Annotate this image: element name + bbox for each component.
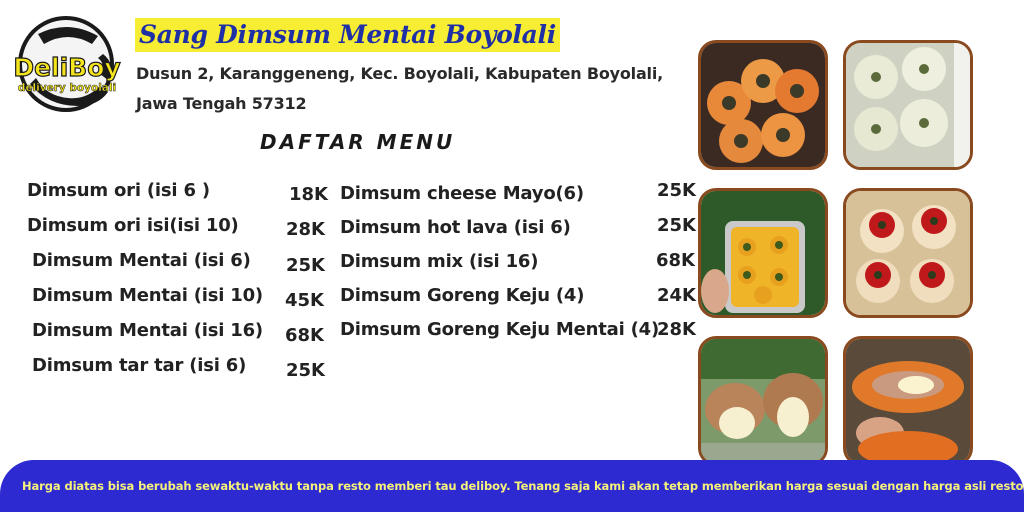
menu-item-price: 24K [657,285,696,306]
dimsum-goreng-keju-mentai-photo [843,336,973,466]
dimsum-goreng-keju-photo [698,336,828,466]
menu-heading: DAFTAR MENU [260,130,456,154]
menu-item-price: 28K [286,219,325,240]
menu-item-name: Dimsum Mentai (isi 10) [32,285,263,306]
dimsum-ori-photo [843,40,973,170]
menu-item-price: 25K [286,360,325,381]
restaurant-name: Sang Dimsum Mentai Boyolali [135,18,560,52]
menu-item-name: Dimsum Goreng Keju (4) [340,285,585,306]
menu-item-price: 45K [285,290,324,311]
logo-name: DeliBoy [13,53,121,82]
menu-item-price: 68K [285,325,324,346]
menu-item-name: Dimsum hot lava (isi 6) [340,217,571,238]
menu-item-price: 68K [656,250,695,271]
menu-item-price: 18K [289,184,328,205]
logo-tagline: delivery boyolali [17,82,117,94]
address-line-1: Dusun 2, Karanggeneng, Kec. Boyolali, Kabupaten Boyolali, [136,64,663,83]
menu-item-name: Dimsum ori isi(isi 10) [27,215,239,236]
menu-item-name: Dimsum ori (isi 6 ) [27,180,210,201]
menu-item-price: 25K [286,255,325,276]
dimsum-cheese-mayo-photo [843,188,973,318]
menu-item-name: Dimsum Mentai (isi 6) [32,250,251,271]
menu-item-name: Dimsum cheese Mayo(6) [340,183,584,204]
menu-item-price: 25K [657,215,696,236]
menu-item-name: Dimsum Mentai (isi 16) [32,320,263,341]
footer-note: Harga diatas bisa berubah sewaktu-waktu tanpa resto memberi tau deliboy. Tenang saja kami akan tetap memberikan harga sesuai dengan harga asli resto [22,479,1024,493]
menu-item-price: 28K [657,319,696,340]
menu-item-name: Dimsum tar tar (isi 6) [32,355,247,376]
menu-item-price: 25K [657,180,696,201]
dimsum-mentai-photo [698,40,828,170]
deliboy-logo [8,14,126,114]
menu-item-name: Dimsum mix (isi 16) [340,251,539,272]
dimsum-mentai-tray-photo [698,188,828,318]
menu-item-name: Dimsum Goreng Keju Mentai (4) [340,319,659,340]
address-line-2: Jawa Tengah 57312 [136,94,307,113]
